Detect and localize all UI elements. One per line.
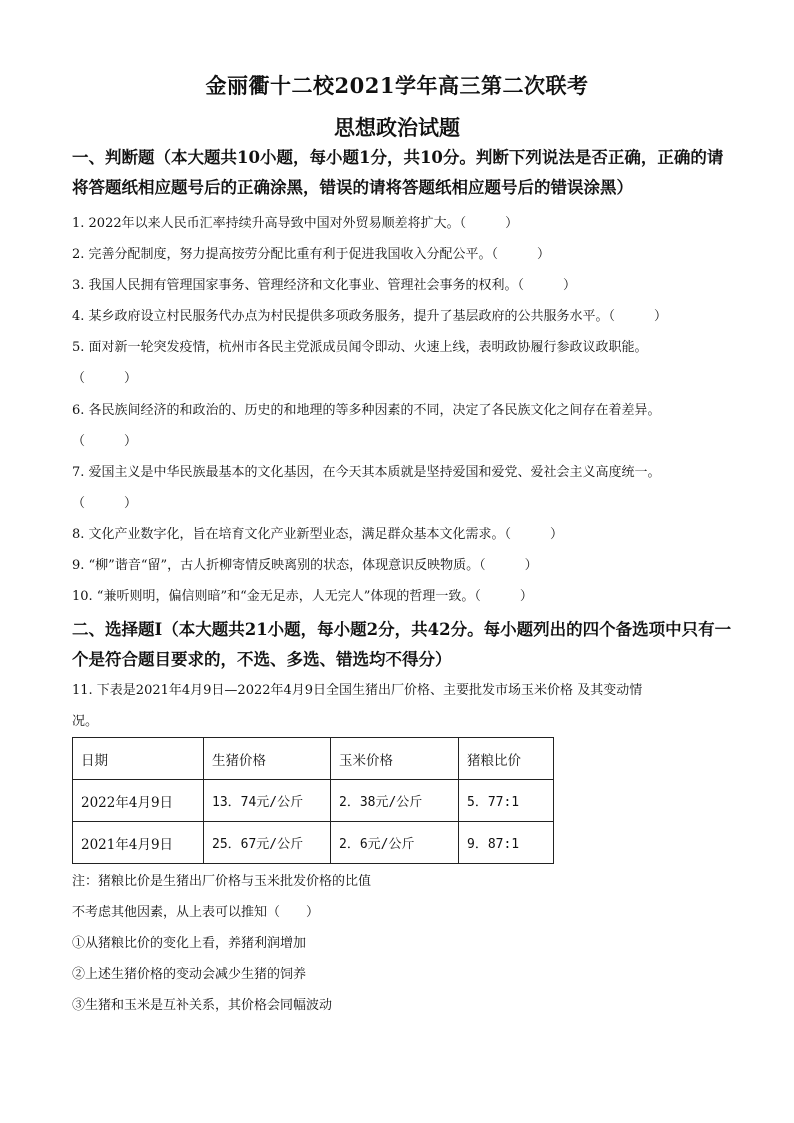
exam-subtitle: 思想政治试题 [334, 115, 460, 140]
question-11-ask: 不考虑其他因素，从上表可以推知（ ） [72, 905, 320, 920]
option-2: ②上述生猪价格的变动会减少生猪的饲养 [72, 967, 307, 982]
table-cell: 2021年4月9日 [73, 822, 204, 864]
table-header-row [73, 738, 554, 780]
section2-line2: 个是符合题目要求的，不选、多选、错选均不得分） [72, 650, 452, 669]
section2-line1: 二、选择题Ⅰ（本大题共21小题，每小题2分，共42分。每小题列出的四个备选项中只有一 [72, 620, 732, 639]
question-5-blank: （ ） [72, 371, 138, 386]
table-header-cell: 猪粮比价 [459, 738, 554, 780]
question-7: 7. 爱国主义是中华民族最基本的文化基因，在今天其本质就是坚持爱国和爱党、爱社会主义高度统一。 [72, 465, 661, 480]
question-6: 6. 各民族间经济的和政治的、历史的和地理的等多种因素的不同，决定了各民族文化之间存在着差异。 [72, 403, 661, 418]
section1-heading [72, 143, 732, 203]
table-row [73, 780, 554, 822]
option-3: ③生猪和玉米是互补关系，其价格会同幅波动 [72, 998, 333, 1013]
question-5: 5. 面对新一轮突发疫情，杭州市各民主党派成员闻令即动、火速上线，表明政协履行参政议政职能。 [72, 340, 648, 355]
question-1: 1. 2022年以来人民币汇率持续升高导致中国对外贸易顺差将扩大。（ ） [72, 216, 519, 231]
table-header-cell: 日期 [73, 738, 204, 780]
question-10: 10. “兼听则明，偏信则暗”和“金无足赤，人无完人”体现的哲理一致。（ ） [72, 589, 533, 604]
table-note: 注：猪粮比价是生猪出厂价格与玉米批发价格的比值 [72, 874, 372, 889]
question-11-stem: 11. 下表是2021年4月9日—2022年4月9日全国生猪出厂价格、主要批发市场玉米价格 及其变动情 [72, 683, 643, 698]
option-1: ①从猪粮比价的变化上看，养猪利润增加 [72, 936, 307, 951]
table-cell: 9．87:1 [459, 822, 554, 864]
question-11-stem-cont: 况。 [72, 714, 99, 729]
table-header-cell: 玉米价格 [331, 738, 459, 780]
exam-title: 金丽衢十二校2021学年高三第二次联考 [205, 73, 589, 98]
table-row [73, 822, 554, 864]
section2-heading [72, 615, 732, 675]
price-table [72, 737, 554, 864]
table-cell: 25．67元/公斤 [204, 822, 331, 864]
question-4: 4. 某乡政府设立村民服务代办点为村民提供多项政务服务，提升了基层政府的公共服务水平。（ ） [72, 309, 668, 324]
question-3: 3. 我国人民拥有管理国家事务、管理经济和文化事业、管理社会事务的权利。（ ） [72, 278, 577, 293]
question-7-blank: （ ） [72, 496, 138, 511]
section1-line1: 一、判断题（本大题共10小题，每小题1分，共10分。判断下列说法是否正确，正确的请 [72, 148, 724, 167]
table-cell: 13．74元/公斤 [204, 780, 331, 822]
table-cell: 2．6元/公斤 [331, 822, 459, 864]
question-6-blank: （ ） [72, 434, 138, 449]
table-cell: 2022年4月9日 [73, 780, 204, 822]
section1-line2: 将答题纸相应题号后的正确涂黑，错误的请将答题纸相应题号后的错误涂黑） [72, 178, 633, 197]
question-8: 8. 文化产业数字化，旨在培育文化产业新型业态，满足群众基本文化需求。（ ） [72, 527, 564, 542]
table-cell: 5．77:1 [459, 780, 554, 822]
table-cell: 2．38元/公斤 [331, 780, 459, 822]
question-9: 9. “柳”谐音“留”，古人折柳寄情反映离别的状态，体现意识反映物质。（ ） [72, 558, 538, 573]
table-header-cell: 生猪价格 [204, 738, 331, 780]
question-2: 2. 完善分配制度，努力提高按劳分配比重有利于促进我国收入分配公平。（ ） [72, 247, 551, 262]
